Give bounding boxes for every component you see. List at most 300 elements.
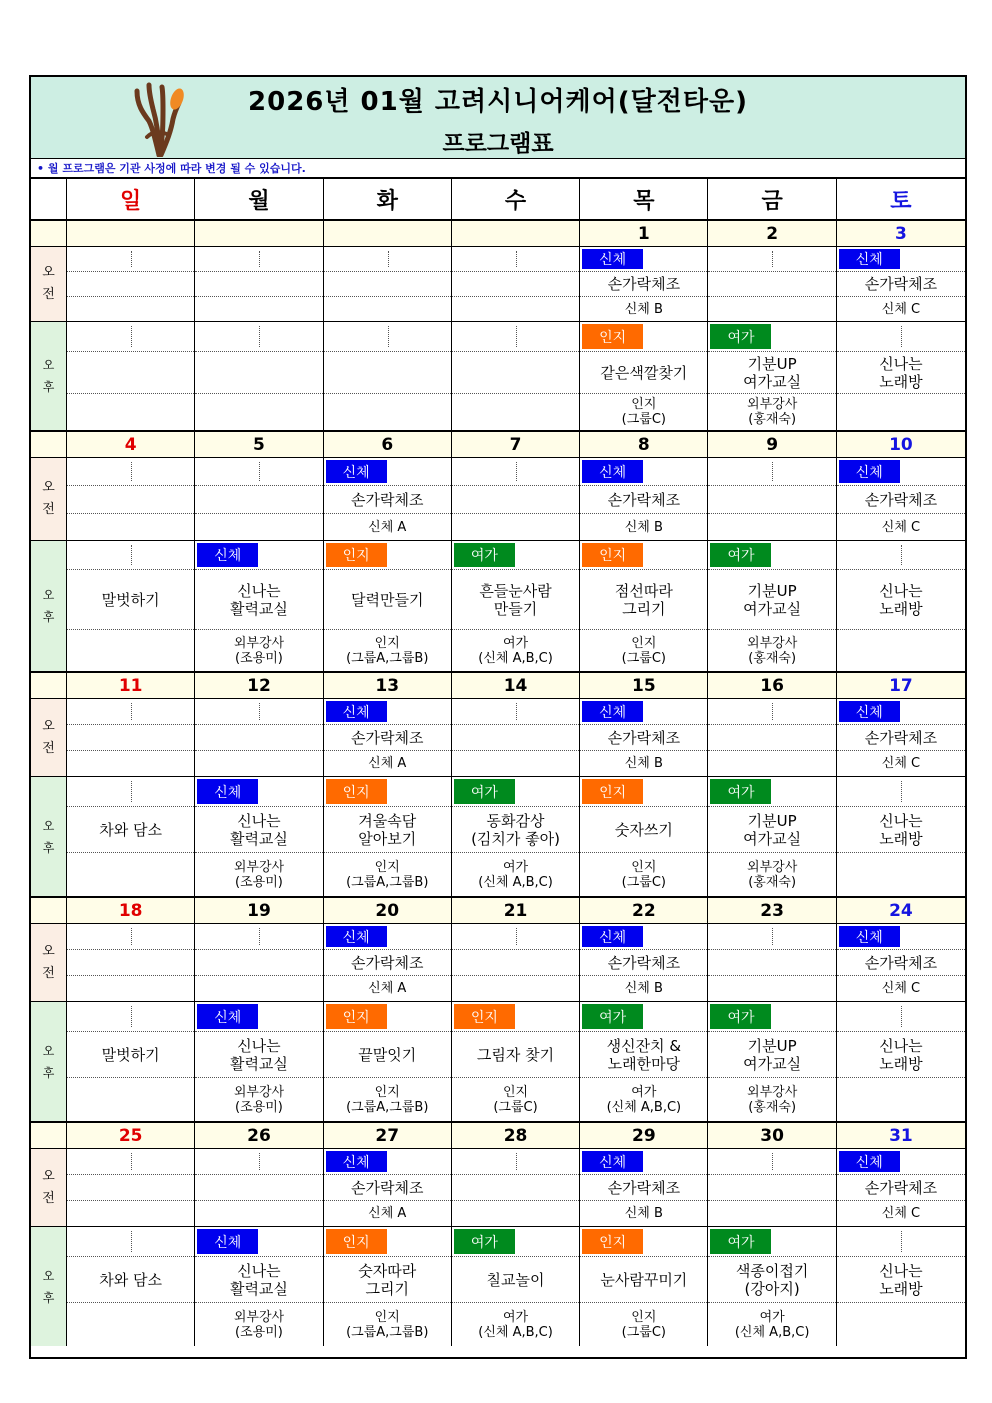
program-detail [67, 297, 194, 321]
program-title: 신나는 노래방 [837, 352, 965, 394]
category-tag: 여가 [710, 1004, 771, 1029]
category-tag: 여가 [454, 1229, 515, 1254]
program-columns [67, 777, 965, 896]
date-number: 18 [67, 898, 195, 923]
category-tag: 인지 [326, 1229, 387, 1254]
program-title: 신나는 활력교실 [195, 570, 322, 630]
period-char: 오 [42, 1268, 55, 1283]
program-title: 손가락체조 [324, 1175, 451, 1201]
program-title: 신나는 노래방 [837, 570, 965, 630]
program-cell [708, 247, 836, 321]
afternoon-block [31, 541, 965, 673]
category-tag: 인지 [326, 779, 387, 804]
date-number [452, 221, 580, 246]
category-tag: 신체 [326, 926, 387, 947]
cell-divider [772, 462, 773, 481]
program-cell [67, 924, 195, 1001]
program-title: 기분UP 여가교실 [708, 352, 835, 394]
category-tag: 신체 [839, 249, 900, 269]
program-cell [837, 1149, 965, 1226]
tag-row [67, 777, 194, 807]
tag-row [195, 322, 322, 352]
program-cell [452, 322, 580, 430]
program-title [452, 1175, 579, 1201]
program-cell [195, 541, 323, 671]
date-number: 17 [889, 675, 913, 696]
weekday-label: 화 [324, 179, 452, 219]
program-cell [452, 777, 580, 896]
program-cell [67, 1227, 195, 1346]
date-number: 12 [195, 673, 323, 698]
program-title: 흔들눈사람 만들기 [452, 570, 579, 630]
date-number: 16 [708, 673, 836, 698]
tag-row [195, 777, 322, 807]
program-detail: 인지 (그룹A,그룹B) [346, 1309, 429, 1340]
program-title [452, 272, 579, 297]
program-detail: 인지 (그룹A,그룹B) [346, 1084, 429, 1115]
program-cell [580, 1149, 708, 1226]
program-cell [837, 247, 965, 321]
tag-row [452, 777, 579, 807]
tag-row [837, 322, 965, 352]
tag-row [195, 1002, 322, 1032]
program-title: 점선따라 그리기 [580, 570, 707, 630]
schedule-frame [29, 75, 967, 1359]
program-detail: 여가 (신체 A,B,C) [478, 635, 553, 666]
program-detail [837, 1078, 965, 1121]
program-cell [195, 458, 323, 540]
cell-divider [131, 545, 132, 565]
program-title [67, 725, 194, 751]
program-cell [452, 541, 580, 671]
category-tag: 신체 [839, 701, 900, 722]
date-number: 26 [195, 1123, 323, 1148]
weekday-label: 금 [708, 179, 836, 219]
tag-row [708, 777, 835, 807]
program-title [452, 352, 579, 394]
program-cell [324, 247, 452, 321]
program-cell [580, 458, 708, 540]
program-detail: 인지 (그룹C) [621, 397, 666, 427]
program-detail: 신체 A [368, 756, 407, 771]
category-tag: 신체 [582, 1151, 643, 1172]
category-tag: 신체 [839, 1151, 900, 1172]
program-detail: 인지 (그룹A,그룹B) [346, 635, 429, 666]
tag-row [195, 699, 322, 725]
category-tag: 여가 [710, 543, 771, 567]
program-detail [837, 394, 965, 430]
program-cell [67, 322, 195, 430]
program-cell [580, 699, 708, 776]
program-cell [324, 458, 452, 540]
tag-row [67, 322, 194, 352]
tag-row [67, 699, 194, 725]
period-char: 오 [42, 818, 55, 833]
period-char: 오 [42, 588, 55, 602]
program-detail: 인지 (그룹A,그룹B) [346, 859, 429, 890]
date-number: 31 [889, 1125, 913, 1146]
program-cell [195, 322, 323, 430]
category-tag: 신체 [197, 543, 258, 567]
weekday-label: 월 [195, 179, 323, 219]
tag-row [580, 1002, 707, 1032]
tag-row [708, 1002, 835, 1032]
date-number: 2 [708, 221, 836, 246]
tag-row [324, 458, 451, 486]
program-cell [580, 924, 708, 1001]
program-detail [452, 976, 579, 1001]
date-number: 27 [324, 1123, 452, 1148]
date-number: 21 [452, 898, 580, 923]
category-tag: 신체 [582, 701, 643, 722]
period-char: 오 [42, 358, 55, 372]
program-detail: 신체 B [624, 756, 663, 771]
program-detail [708, 751, 835, 776]
cell-divider [131, 326, 132, 347]
program-cell [195, 777, 323, 896]
calendar-grid [31, 179, 965, 1346]
program-cell [580, 541, 708, 671]
program-cell [580, 322, 708, 430]
tag-row [324, 777, 451, 807]
category-tag: 신체 [326, 460, 387, 483]
tag-row [580, 541, 707, 570]
program-columns [67, 1002, 965, 1121]
tag-row [708, 699, 835, 725]
program-columns [67, 1149, 965, 1226]
date-number: 19 [195, 898, 323, 923]
program-detail: 외부강사 (홍재숙) [747, 1084, 798, 1115]
program-detail: 외부강사 (홍재숙) [747, 635, 798, 666]
cell-divider [131, 462, 132, 481]
program-detail: 신체 B [624, 519, 663, 535]
program-title: 손가락체조 [580, 725, 707, 751]
tag-row [708, 1227, 835, 1257]
program-title: 차와 담소 [67, 807, 194, 853]
date-number: 14 [452, 673, 580, 698]
program-cell [708, 924, 836, 1001]
cell-divider [516, 251, 517, 267]
program-cell [837, 541, 965, 671]
program-detail [67, 514, 194, 540]
cell-divider [516, 928, 517, 945]
afternoon-label [31, 322, 67, 430]
cell-divider [772, 251, 773, 267]
tag-row [324, 247, 451, 272]
program-cell [452, 1002, 580, 1121]
date-number: 28 [452, 1123, 580, 1148]
program-title: 신나는 활력교실 [195, 807, 322, 853]
tag-row [837, 458, 965, 486]
date-number [324, 221, 452, 246]
notice-text: • 월 프로그램은 기관 사정에 따라 변경 될 수 있습니다. [31, 159, 965, 179]
cell-divider [388, 251, 389, 267]
date-number: 1 [580, 221, 708, 246]
program-detail [452, 514, 579, 540]
program-detail: 신체 C [881, 301, 921, 317]
tag-row [708, 1149, 835, 1175]
program-cell [324, 777, 452, 896]
program-title: 말벗하기 [67, 1032, 194, 1078]
program-detail: 신체 A [368, 1206, 407, 1221]
tag-row [67, 458, 194, 486]
date-number: 23 [708, 898, 836, 923]
tag-row [580, 699, 707, 725]
tag-row [837, 699, 965, 725]
program-cell [708, 458, 836, 540]
program-detail: 여가 (신체 A,B,C) [478, 1309, 553, 1340]
morning-block [31, 924, 965, 1002]
program-cell [837, 322, 965, 430]
cell-divider [516, 1153, 517, 1170]
program-columns [67, 458, 965, 540]
category-tag: 여가 [710, 779, 771, 804]
weekday-label: 목 [580, 179, 708, 219]
program-title: 손가락체조 [580, 486, 707, 514]
program-detail [195, 976, 322, 1001]
cell-divider [259, 928, 260, 945]
program-title: 생신잔치 & 노래한마당 [580, 1032, 707, 1078]
program-cell [580, 1227, 708, 1346]
program-cell [324, 924, 452, 1001]
tag-row [580, 777, 707, 807]
date-number: 6 [324, 432, 452, 457]
category-tag: 신체 [197, 779, 258, 804]
program-title: 말벗하기 [67, 570, 194, 630]
program-title: 손가락체조 [580, 1175, 707, 1201]
tag-row [452, 699, 579, 725]
page-title: 2026년 01월 고려시니어케어(달전타운) [248, 87, 748, 117]
cell-divider [772, 703, 773, 720]
program-detail: 인지 (그룹C) [621, 635, 666, 666]
program-title [324, 272, 451, 297]
program-title [195, 272, 322, 297]
morning-block [31, 699, 965, 777]
program-detail: 외부강사 (조용미) [233, 635, 285, 666]
afternoon-label [31, 541, 67, 671]
cell-divider [131, 251, 132, 267]
tag-row [837, 924, 965, 950]
program-cell [324, 1002, 452, 1121]
program-title: 그림자 찾기 [452, 1032, 579, 1078]
date-corner [31, 898, 67, 923]
afternoon-block [31, 1227, 965, 1346]
category-tag: 여가 [454, 543, 515, 567]
program-title: 손가락체조 [837, 1175, 965, 1201]
program-cell [324, 322, 452, 430]
program-detail [452, 297, 579, 321]
program-columns [67, 1227, 965, 1346]
program-detail [837, 1303, 965, 1346]
category-tag: 신체 [839, 460, 900, 483]
date-corner [31, 221, 67, 246]
date-row [31, 898, 965, 924]
date-number: 11 [67, 673, 195, 698]
program-title: 신나는 활력교실 [195, 1257, 322, 1303]
program-cell [195, 1149, 323, 1226]
morning-label [31, 247, 67, 321]
tag-row [452, 322, 579, 352]
afternoon-block [31, 1002, 965, 1123]
program-columns [67, 247, 965, 321]
tag-row [837, 247, 965, 272]
period-char: 전 [42, 287, 55, 302]
date-number: 20 [324, 898, 452, 923]
morning-block [31, 247, 965, 322]
program-title: 숫자따라 그리기 [324, 1257, 451, 1303]
cell-divider [901, 1006, 902, 1027]
category-tag: 인지 [582, 1229, 643, 1254]
program-cell [195, 699, 323, 776]
program-title: 손가락체조 [837, 486, 965, 514]
cell-divider [131, 1231, 132, 1252]
program-title [708, 272, 835, 297]
program-title [452, 950, 579, 976]
date-number: 25 [67, 1123, 195, 1148]
cell-divider [259, 1153, 260, 1170]
program-title: 기분UP 여가교실 [708, 570, 835, 630]
program-detail: 신체 C [881, 1206, 921, 1221]
cell-divider [772, 928, 773, 945]
date-corner [31, 1123, 67, 1148]
program-cell [195, 924, 323, 1001]
program-cell [452, 1227, 580, 1346]
date-row [31, 1123, 965, 1149]
program-detail [708, 297, 835, 321]
program-title [195, 1175, 322, 1201]
cell-divider [901, 1231, 902, 1252]
program-cell [580, 1002, 708, 1121]
date-number: 8 [580, 432, 708, 457]
program-detail [67, 1303, 194, 1346]
date-row [31, 221, 965, 247]
program-detail: 외부강사 (홍재숙) [747, 859, 798, 890]
cell-divider [516, 462, 517, 481]
date-number: 4 [67, 432, 195, 457]
tag-row [580, 1227, 707, 1257]
cell-divider [901, 781, 902, 802]
tag-row [708, 458, 835, 486]
program-title [195, 725, 322, 751]
program-cell [324, 1227, 452, 1346]
period-char: 오 [42, 480, 55, 495]
program-detail [452, 751, 579, 776]
cell-divider [259, 703, 260, 720]
tag-row [195, 458, 322, 486]
category-tag: 신체 [326, 1151, 387, 1172]
header [31, 77, 965, 159]
tag-row [324, 1002, 451, 1032]
program-detail [195, 1201, 322, 1226]
program-cell [837, 1002, 965, 1121]
weekday-label: 수 [452, 179, 580, 219]
program-detail [195, 394, 322, 430]
program-detail: 신체 A [368, 519, 407, 535]
tag-row [324, 541, 451, 570]
program-detail [452, 394, 579, 430]
tag-row [67, 1227, 194, 1257]
program-cell [708, 541, 836, 671]
cell-divider [901, 545, 902, 565]
program-detail: 외부강사 (조용미) [233, 1084, 285, 1115]
program-title [67, 1175, 194, 1201]
tag-row [195, 247, 322, 272]
program-detail [67, 630, 194, 671]
cell-divider [259, 326, 260, 347]
category-tag: 신체 [582, 249, 643, 269]
afternoon-label [31, 1002, 67, 1121]
program-detail [708, 514, 835, 540]
program-title [67, 352, 194, 394]
program-cell [580, 247, 708, 321]
category-tag: 신체 [839, 926, 900, 947]
program-detail: 여가 (신체 A,B,C) [606, 1084, 682, 1115]
program-title: 숫자쓰기 [580, 807, 707, 853]
tag-row [708, 541, 835, 570]
program-cell [67, 247, 195, 321]
category-tag: 신체 [326, 701, 387, 722]
program-title [195, 486, 322, 514]
weekday-label: 일 [67, 179, 195, 219]
tag-row [837, 1227, 965, 1257]
period-char: 오 [42, 718, 55, 734]
program-detail: 인지 (그룹C) [493, 1084, 538, 1115]
program-cell [708, 322, 836, 430]
program-cell [580, 777, 708, 896]
date-number: 13 [324, 673, 452, 698]
program-title: 손가락체조 [580, 950, 707, 976]
program-cell [837, 699, 965, 776]
period-char: 후 [42, 1290, 55, 1305]
date-number: 15 [580, 673, 708, 698]
tag-row [452, 1227, 579, 1257]
program-title: 손가락체조 [580, 272, 707, 297]
cell-divider [131, 781, 132, 802]
tag-row [580, 247, 707, 272]
program-title: 차와 담소 [67, 1257, 194, 1303]
program-cell [837, 1227, 965, 1346]
page-subtitle: 프로그램표 [442, 131, 554, 157]
program-title: 손가락체조 [324, 725, 451, 751]
program-title: 같은색깔찾기 [580, 352, 707, 394]
category-tag: 신체 [197, 1229, 258, 1254]
morning-block [31, 1149, 965, 1227]
program-detail [67, 1078, 194, 1121]
program-detail [67, 394, 194, 430]
program-title: 끝말잇기 [324, 1032, 451, 1078]
afternoon-block [31, 322, 965, 432]
cell-divider [131, 1006, 132, 1027]
program-cell [452, 924, 580, 1001]
program-title: 손가락체조 [324, 486, 451, 514]
morning-label [31, 924, 67, 1001]
morning-label [31, 458, 67, 540]
program-detail [195, 514, 322, 540]
tag-row [324, 1149, 451, 1175]
date-row [31, 673, 965, 699]
program-cell [324, 541, 452, 671]
category-tag: 여가 [710, 1229, 771, 1254]
program-cell [708, 777, 836, 896]
afternoon-label [31, 1227, 67, 1346]
program-detail [837, 630, 965, 671]
period-char: 오 [42, 943, 55, 959]
category-tag: 인지 [582, 324, 643, 349]
weekday-corner [31, 179, 67, 219]
category-tag: 인지 [326, 1004, 387, 1029]
period-char: 후 [42, 1065, 55, 1080]
program-title [708, 486, 835, 514]
